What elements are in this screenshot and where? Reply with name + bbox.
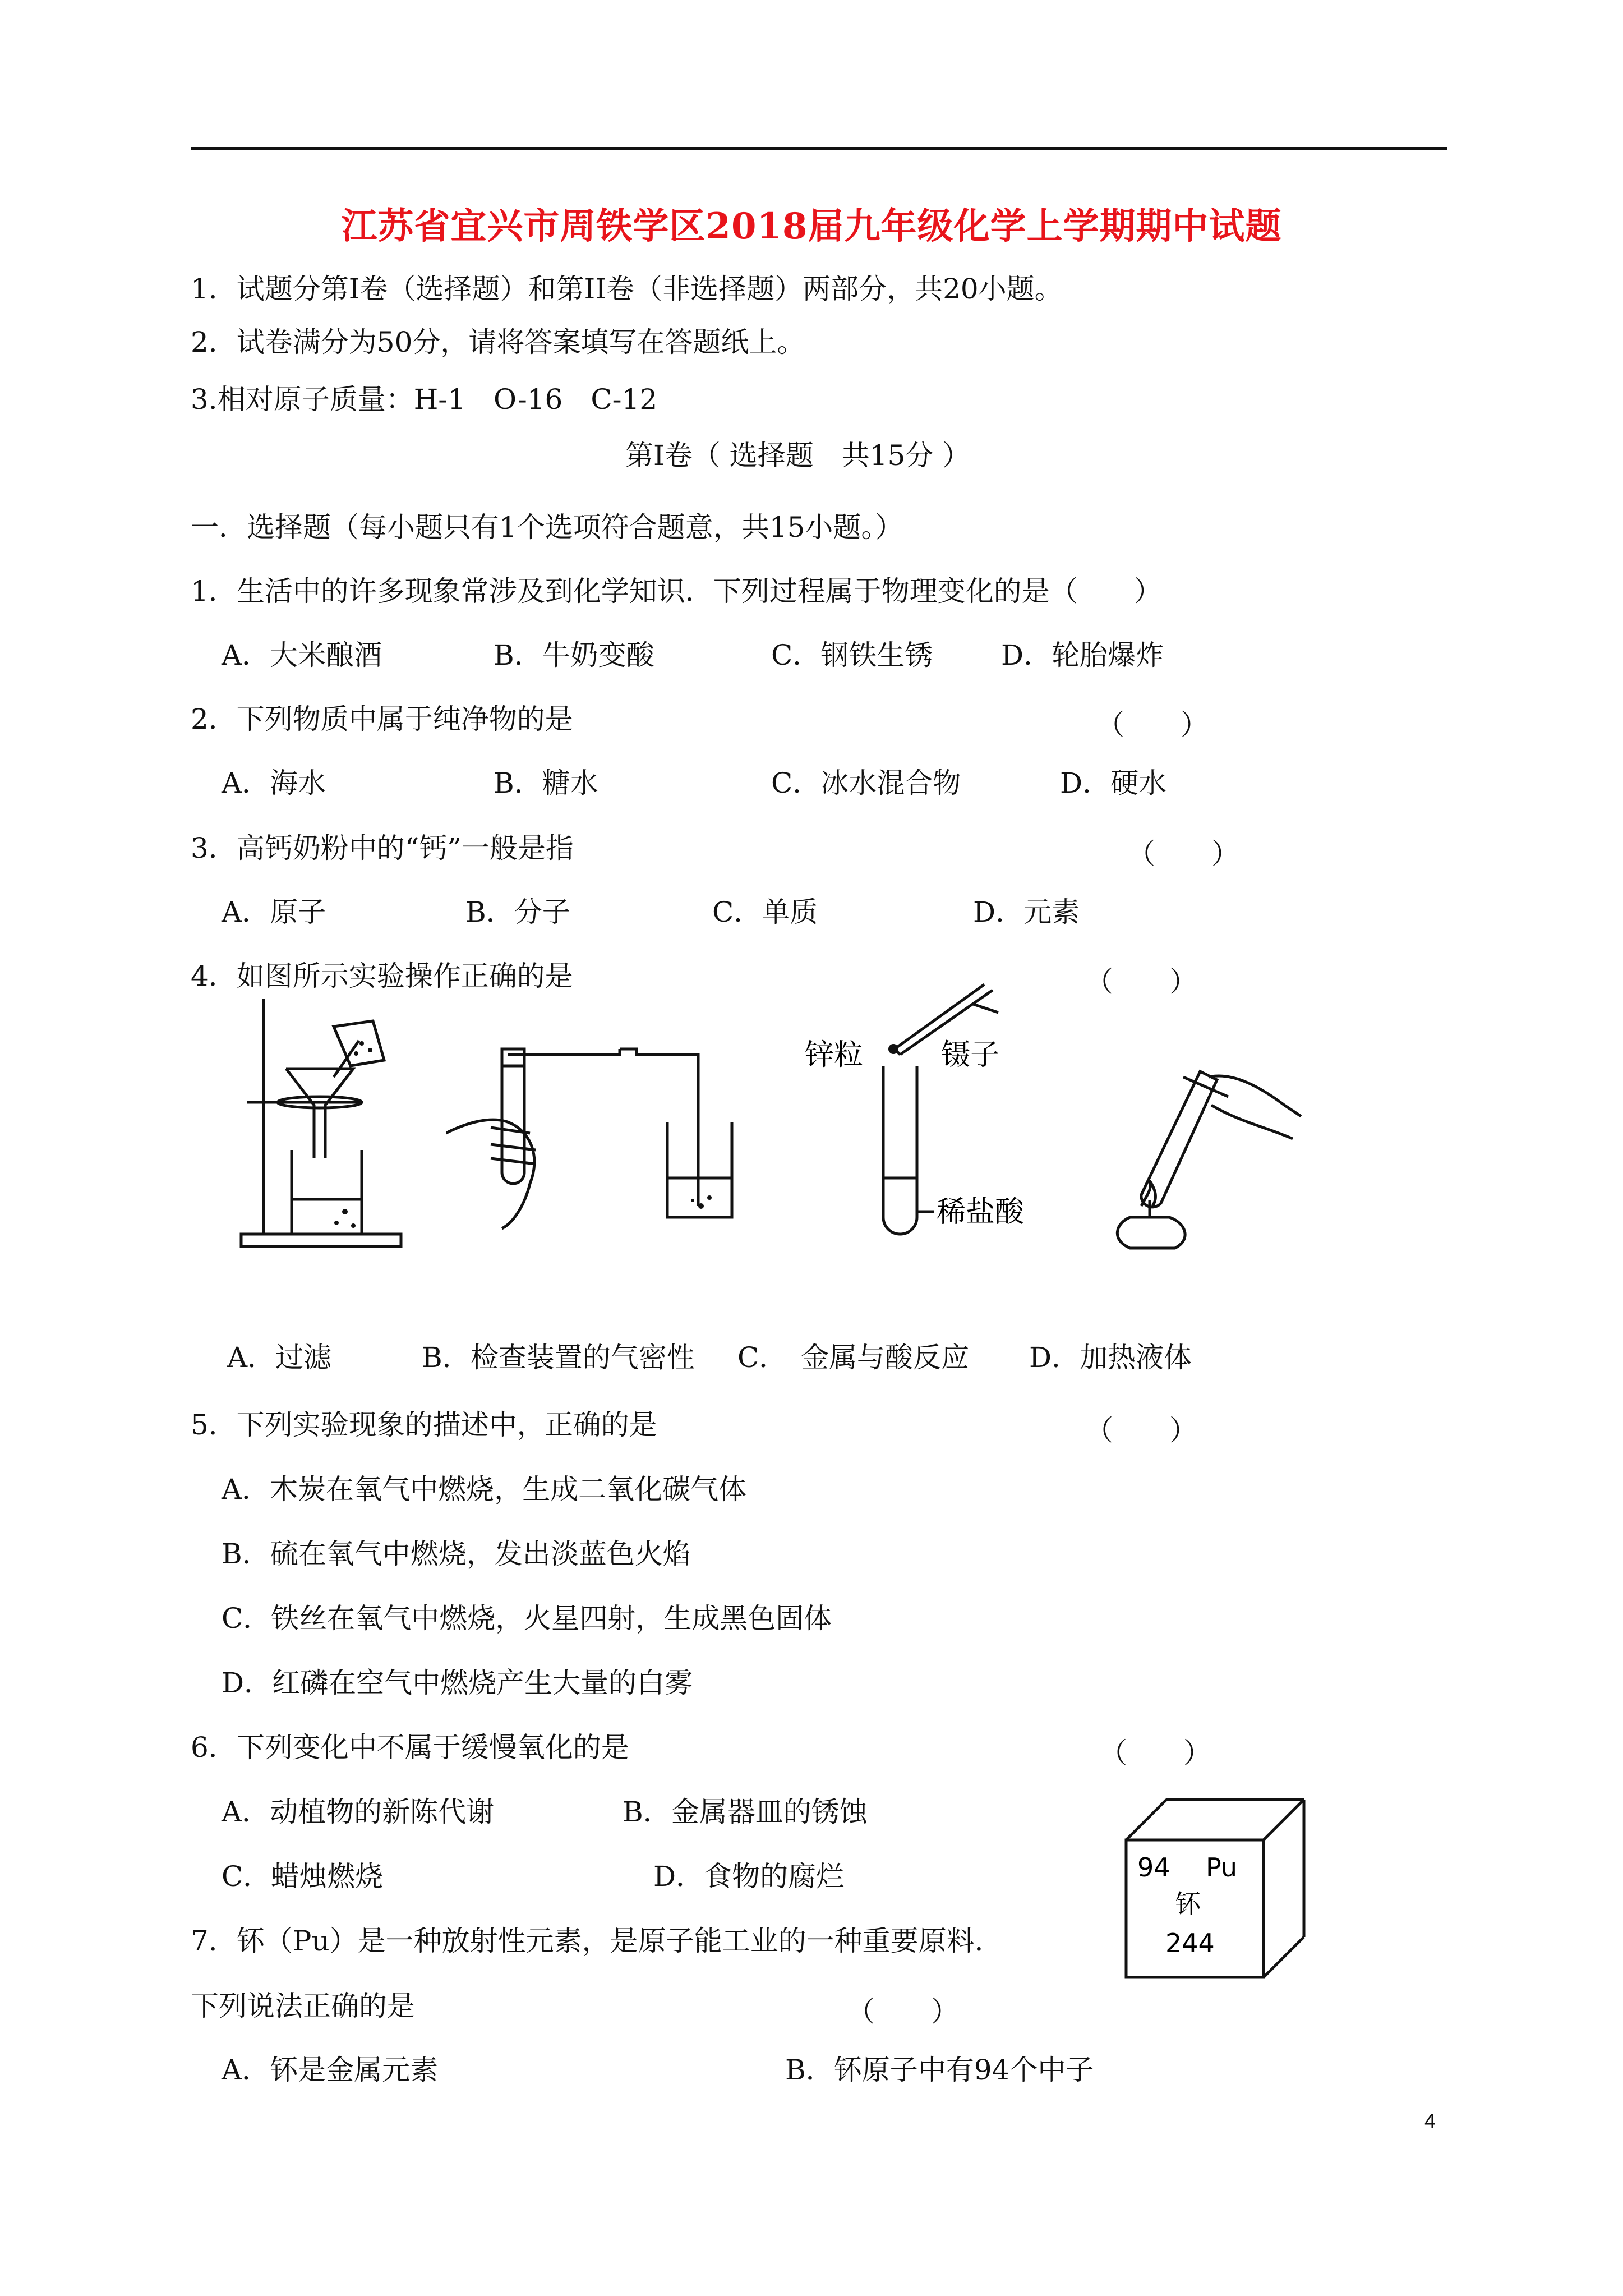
question-7-stem-2: 下列说法正确的是 [191, 1990, 415, 2022]
question-4-stem: 4．如图所示实验操作正确的是 [191, 960, 573, 992]
q2-option-d: D．硬水 [1060, 767, 1167, 799]
q4-option-b: B．检查装置的气密性 [422, 1341, 695, 1374]
q3-option-b: B．分子 [465, 896, 570, 928]
q6-option-b: B．金属器皿的锈蚀 [623, 1796, 868, 1828]
q3-option-a: A．原子 [222, 896, 326, 928]
q2-option-c: C．冰水混合物 [771, 767, 961, 799]
tile-symbol: Pu [1206, 1852, 1238, 1883]
note-3: 3.相对原子质量：H-1 O-16 C-12 [191, 383, 658, 416]
q7-option-b: B．钚原子中有94个中子 [785, 2054, 1094, 2086]
q6-option-a: A．动植物的新陈代谢 [222, 1796, 495, 1828]
heating-liquid-figure [1099, 1055, 1312, 1257]
q4-option-a: A．过滤 [227, 1341, 332, 1374]
section-intro: 一．选择题（每小题只有1个选项符合题意，共15小题。） [191, 511, 903, 544]
q3-option-d: D．元素 [973, 896, 1080, 928]
airtightness-check-figure [446, 1038, 737, 1251]
question-7-stem: 7．钚（Pu）是一种放射性元素，是原子能工业的一种重要原料． [191, 1925, 1003, 1957]
q7-answer-blank: （ ） [847, 1995, 959, 2028]
tile-atomic-mass: 244 [1165, 1928, 1215, 1958]
q5-option-b: B．硫在氧气中燃烧，发出淡蓝色火焰 [222, 1538, 691, 1570]
section-title: 第Ⅰ卷（ 选择题 共15分 ） [625, 439, 971, 472]
q4-option-c-text: 金属与酸反应 [801, 1341, 969, 1374]
q1-option-c: C．钢铁生锈 [771, 639, 933, 671]
q2-option-b: B．糖水 [494, 767, 598, 799]
label-dilute-acid: 稀盐酸 [937, 1195, 1025, 1229]
q3-answer-blank: （ ） [1127, 838, 1239, 870]
q1-option-d: D．轮胎爆炸 [1001, 639, 1164, 671]
q5-option-d: D．红磷在空气中燃烧产生大量的白雾 [222, 1667, 693, 1699]
tile-element-name: 钚 [1175, 1889, 1201, 1919]
q6-answer-blank: （ ） [1099, 1737, 1211, 1769]
question-5-stem: 5．下列实验现象的描述中，正确的是 [191, 1409, 657, 1441]
q1-option-a: A．大米酿酒 [222, 639, 382, 671]
question-2-stem: 2．下列物质中属于纯净物的是 [191, 703, 573, 735]
note-1: 1．试题分第Ⅰ卷（选择题）和第II卷（非选择题）两部分，共20小题。 [191, 273, 1063, 305]
page-number: 4 [1424, 2109, 1436, 2132]
q6-option-c: C．蜡烛燃烧 [222, 1860, 384, 1893]
q5-option-a: A．木炭在氧气中燃烧，生成二氧化碳气体 [222, 1473, 747, 1506]
question-6-stem: 6．下列变化中不属于缓慢氧化的是 [191, 1731, 629, 1764]
label-tweezers: 镊子 [941, 1038, 1000, 1072]
q6-option-d: D．食物的腐烂 [653, 1860, 845, 1893]
filtration-apparatus-figure [230, 987, 409, 1251]
q4-answer-blank: （ ） [1085, 965, 1197, 998]
q2-answer-blank: （ ） [1096, 708, 1209, 741]
q7-option-a: A．钚是金属元素 [222, 2054, 439, 2086]
q2-option-a: A．海水 [222, 767, 326, 799]
header-rule [191, 147, 1447, 150]
q4-option-c: C． [737, 1341, 787, 1374]
metal-acid-reaction-figure [805, 965, 1068, 1257]
plutonium-element-tile [1122, 1795, 1312, 1983]
label-zinc: 锌粒 [805, 1038, 864, 1072]
tile-atomic-number: 94 [1137, 1852, 1170, 1883]
question-3-stem: 3．高钙奶粉中的“钙”一般是指 [191, 832, 574, 864]
q4-option-d: D．加热液体 [1029, 1341, 1192, 1374]
q5-answer-blank: （ ） [1085, 1414, 1197, 1447]
question-1-stem: 1．生活中的许多现象常涉及到化学知识．下列过程属于物理变化的是（ ） [191, 575, 1162, 608]
q3-option-c: C．单质 [712, 896, 818, 928]
page-title: 江苏省宜兴市周铁学区2018届九年级化学上学期期中试题 [341, 205, 1282, 247]
note-2: 2．试卷满分为50分，请将答案填写在答题纸上。 [191, 326, 805, 358]
q5-option-c: C．铁丝在氧气中燃烧，火星四射，生成黑色固体 [222, 1602, 832, 1635]
q1-option-b: B．牛奶变酸 [494, 639, 654, 671]
